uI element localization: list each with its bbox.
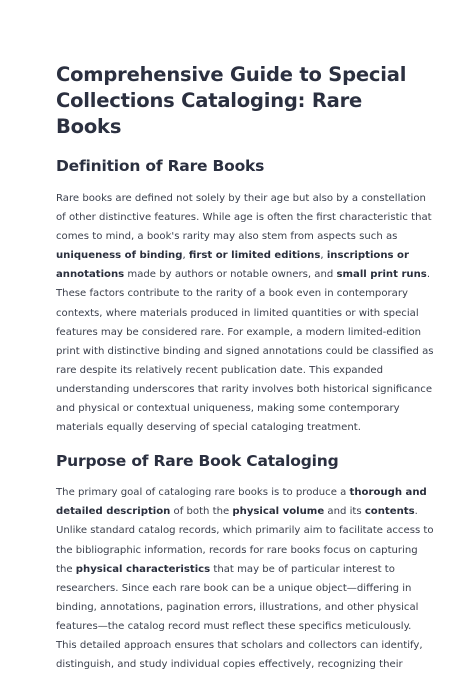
text-line	[56, 208, 432, 227]
bold-term: thorough and	[349, 487, 427, 499]
text-run: These factors contribute to the rarity of a book even in contemporary	[56, 288, 408, 300]
text-run: features—the catalog record must reflect these specifics meticulously.	[56, 620, 412, 632]
text-run: understanding underscores that rarity involves both historical significance	[56, 383, 433, 395]
text-line	[56, 483, 428, 502]
bold-term: detailed description	[56, 506, 171, 518]
text-line	[56, 284, 428, 303]
bold-term: annotations	[56, 269, 125, 281]
text-run: features may be considered rare. For example, a modern limited-edition	[56, 326, 422, 338]
section-heading-purpose: Purpose of Rare Book Cataloging	[56, 452, 339, 471]
text-line	[56, 342, 434, 361]
bold-term: first or limited editions	[188, 250, 321, 262]
title-line-1: Comprehensive Guide to Special	[56, 63, 407, 86]
text-line	[56, 418, 428, 437]
text-run: of other distinctive features. While age is often the first characteristic that	[56, 212, 432, 224]
text-run: researchers. Since each rare book can be a unique object—differing in	[56, 582, 412, 594]
text-run: made by authors or notable owners, and	[124, 269, 337, 281]
text-run: ,	[182, 250, 189, 262]
page-title	[56, 62, 428, 140]
text-line	[56, 189, 428, 208]
text-line	[56, 361, 428, 380]
text-run: and physical or contextual uniqueness, making some contemporary	[56, 403, 400, 415]
bold-term: physical volume	[232, 506, 325, 518]
text-run: materials equally deserving of special cataloging treatment.	[56, 422, 361, 434]
text-run: Rare books are defined not solely by their age but also by a constellation	[56, 193, 426, 204]
text-line	[56, 323, 428, 342]
text-line	[56, 655, 428, 674]
bold-term: contents	[364, 506, 415, 518]
text-line	[56, 265, 431, 284]
text-run: the bibliographic information, records for rare books focus on capturing	[56, 544, 418, 556]
text-line	[56, 380, 433, 399]
text-run: contexts, where materials produced in limited quantities or with special	[56, 307, 419, 319]
text-run: the	[56, 563, 76, 575]
text-line	[56, 399, 428, 418]
text-run: distinguish, and study individual copies effectively, recognizing their	[56, 659, 403, 671]
text-run: print with distinctive binding and signed annotations could be classified as	[56, 345, 434, 357]
section-body-purpose	[56, 483, 434, 674]
text-line	[56, 636, 428, 655]
text-run: of both the	[170, 506, 233, 518]
text-line	[56, 579, 428, 598]
text-line	[56, 598, 428, 617]
text-line	[56, 502, 428, 521]
bold-term: small print runs	[336, 269, 427, 281]
text-run: Unlike standard catalog records, which primarily aim to facilitate access to	[56, 525, 434, 537]
text-run: .	[426, 269, 431, 281]
title-line-2: Collections Cataloging: Rare Books	[56, 89, 363, 138]
text-line	[56, 560, 428, 579]
text-line	[56, 541, 428, 560]
section-heading-definition: Definition of Rare Books	[56, 157, 265, 175]
text-run: comes to mind, a book's rarity may also stem from aspects such as	[56, 231, 398, 243]
bold-term: physical characteristics	[75, 563, 211, 575]
section-body-definition	[56, 189, 434, 437]
text-line	[56, 304, 428, 323]
text-line	[56, 246, 428, 265]
text-line	[56, 227, 428, 246]
bold-term: inscriptions or	[326, 250, 409, 262]
text-run: The primary goal of cataloging rare books is to produce a	[56, 487, 350, 499]
text-run: This detailed approach ensures that scholars and collectors can identify,	[56, 639, 423, 651]
text-line	[56, 617, 428, 636]
text-run: rare despite its relatively recent publication date. This expanded	[56, 364, 384, 376]
text-run: that may be of particular interest to	[210, 563, 395, 575]
bold-term: uniqueness of binding	[56, 250, 183, 262]
text-run: binding, annotations, pagination errors, illustrations, and other physical	[56, 601, 419, 613]
text-run: and its	[324, 506, 365, 518]
text-run: .	[414, 506, 418, 518]
text-line	[56, 521, 434, 540]
text-run: ,	[320, 250, 327, 262]
